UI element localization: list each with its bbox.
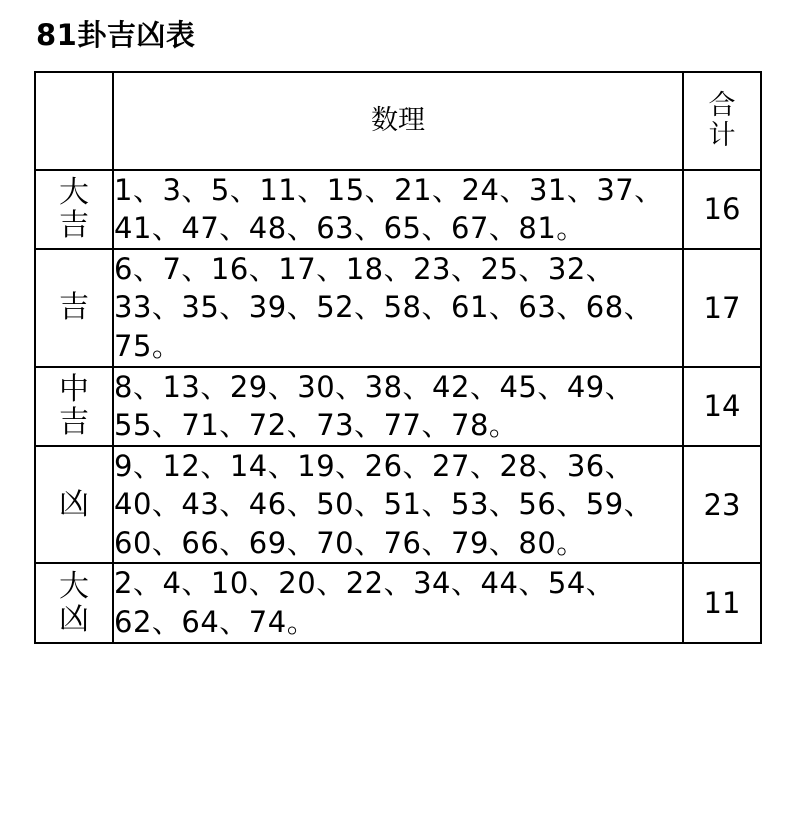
total-cell: 14 — [683, 367, 761, 446]
total-cell: 17 — [683, 249, 761, 367]
category-label: 大 吉 — [35, 170, 113, 249]
header-cell-total: 合 计 — [683, 72, 761, 170]
page-title: 81卦吉凶表 — [36, 18, 196, 52]
table-header-row — [35, 72, 761, 170]
luck-table — [34, 71, 762, 644]
table-row — [35, 367, 761, 446]
numbers-cell: 1、3、5、11、15、21、24、31、37、41、47、48、63、65、67、81。 — [113, 170, 683, 249]
table-row — [35, 563, 761, 642]
total-cell: 16 — [683, 170, 761, 249]
total-cell: 11 — [683, 563, 761, 642]
total-cell: 23 — [683, 446, 761, 564]
numbers-cell: 6、7、16、17、18、23、25、32、33、35、39、52、58、61、63、68、75。 — [113, 249, 683, 367]
category-label: 中 吉 — [35, 367, 113, 446]
header-cell-numbers: 数理 — [113, 72, 683, 170]
header-cell-blank — [35, 72, 113, 170]
table-row — [35, 249, 761, 367]
table-row — [35, 446, 761, 564]
category-label: 吉 — [35, 249, 113, 367]
category-label: 大 凶 — [35, 563, 113, 642]
numbers-cell: 8、13、29、30、38、42、45、49、55、71、72、73、77、78。 — [113, 367, 683, 446]
category-label: 凶 — [35, 446, 113, 564]
table-row — [35, 170, 761, 249]
table-header — [35, 72, 761, 170]
numbers-cell: 9、12、14、19、26、27、28、36、40、43、46、50、51、53、56、59、60、66、69、70、76、79、80。 — [113, 446, 683, 564]
numbers-cell: 2、4、10、20、22、34、44、54、62、64、74。 — [113, 563, 683, 642]
table-body — [35, 170, 761, 643]
